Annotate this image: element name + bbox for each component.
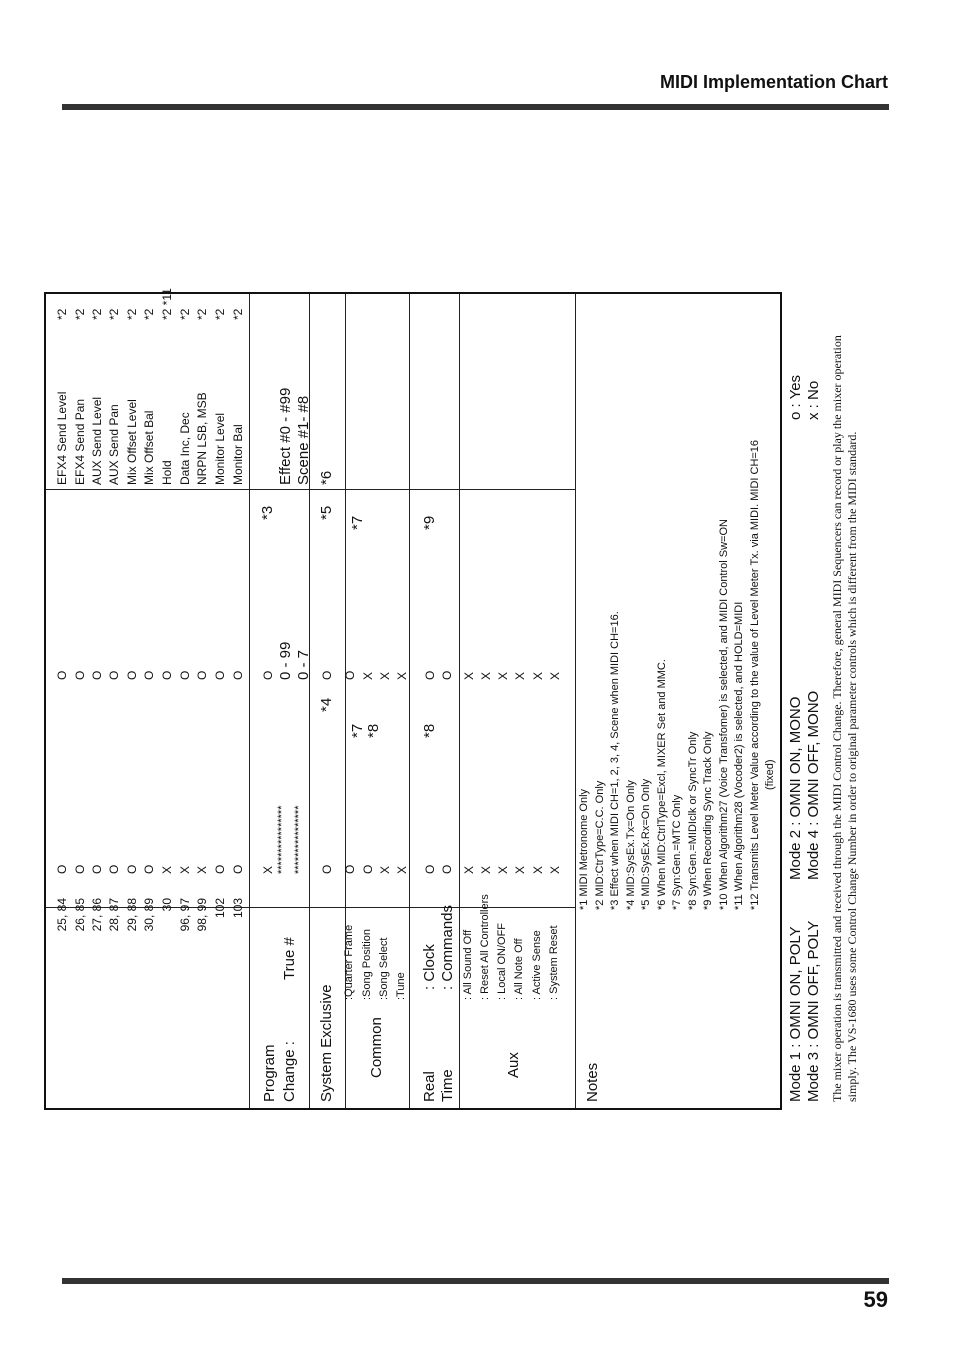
cc-number: 102 (213, 898, 227, 919)
pc-transmitted: **************** (276, 805, 288, 874)
program-change-true-label: True # (281, 937, 298, 980)
mode-2: Mode 2 : OMNI ON, MONO (787, 696, 804, 880)
cc-transmitted: O (107, 864, 121, 874)
cc-transmitted: O (213, 864, 227, 874)
cc-ref: *2 (107, 308, 121, 320)
pc-recognized: O (261, 670, 275, 680)
cc-remark: Data Inc, Dec (178, 412, 192, 485)
cc-recognized: O (160, 670, 174, 680)
cc-ref: *2 (55, 308, 69, 320)
note-item: *9 When Recording Sync Track Only (702, 731, 714, 910)
note-item: *8 Syn:Gen.=MIDIclk or SyncTr Only (686, 731, 699, 910)
aux-item: : All Note Off (513, 938, 525, 1000)
sysex-ref: *5 (318, 505, 335, 520)
cc-recognized: O (178, 670, 192, 680)
cc-recognized: O (73, 670, 87, 680)
midi-implementation-chart (44, 288, 859, 1110)
realtime-item: : Clock (421, 944, 438, 990)
common-recognized: X (395, 671, 409, 680)
aux-recognized: X (496, 671, 510, 680)
sysex-transmitted: O (320, 864, 334, 874)
cc-transmitted: X (195, 865, 209, 874)
cc-number: 96, 97 (178, 898, 192, 932)
page-number: 59 (863, 1287, 888, 1312)
cc-remark: EFX4 Send Pan (73, 398, 87, 485)
aux-recognized: X (531, 671, 545, 680)
cc-ref: *2 (125, 308, 139, 320)
aux-recognized: X (548, 671, 562, 680)
cc-recognized: O (142, 670, 156, 680)
common-transmitted: O (343, 864, 357, 874)
aux-recognized: X (513, 671, 527, 680)
aux-label: Aux (505, 1052, 522, 1078)
aux-item: : Local ON/OFF (496, 922, 508, 1000)
cc-remark: Hold (160, 460, 174, 485)
aux-transmitted: X (548, 865, 562, 874)
legend-no: x : No (805, 380, 822, 420)
footer-rule (62, 1278, 889, 1284)
common-transmitted: O (361, 864, 375, 874)
row-divider (409, 294, 410, 1108)
common-transmitted: X (395, 865, 409, 874)
cc-number: 98, 99 (195, 898, 209, 932)
pc-recognized: 0 - 99 (277, 641, 294, 680)
pc-remark: Effect #0 - #99 (277, 387, 294, 485)
aux-item: : Reset All Controllers (479, 894, 491, 1000)
pc-transmitted: X (261, 865, 275, 874)
cc-ref: *2 (213, 308, 227, 320)
aux-recognized: X (479, 671, 493, 680)
realtime-recognized: O (423, 670, 437, 680)
note-item: *5 MID:SysEx.Rx=On Only (640, 778, 652, 910)
sysex-label: System Exclusive (318, 984, 335, 1102)
cc-transmitted: X (160, 865, 174, 874)
cc-number: 103 (231, 898, 245, 919)
page-header-title: MIDI Implementation Chart (659, 72, 888, 92)
note-item: *10 When Algorithm27 (Voice Transfomer) is selected, and MIDI Control Sw=ON (717, 519, 730, 910)
cc-remark: Monitor Level (213, 412, 227, 485)
note-item: *1 MIDI Metronome Only (578, 788, 590, 910)
realtime-ref: *9 (421, 515, 438, 530)
common-item: :Tune (395, 972, 407, 1000)
note-item: *11 When Algorithm28 (Vocoder2) is selected, and HOLD=MIDI (733, 601, 745, 910)
realtime-item: : Commands (439, 904, 456, 990)
mode-4: Mode 4 : OMNI OFF, MONO (805, 690, 822, 880)
cc-number: 30 (160, 898, 174, 912)
footnote: The mixer operation is transmitted and received through the MIDI Control Change. Therefore, general MIDI Sequencers can record or play the mixer operation simply. The VS-1680 uses some Control Change Number in order to original parameter controls which is different from the MIDI standard. (830, 335, 859, 1102)
aux-transmitted: X (496, 865, 510, 874)
note-item: (fixed) (764, 759, 776, 790)
row-divider (249, 294, 250, 1108)
common-recognized: O (343, 670, 357, 680)
pc-transmitted: **************** (293, 805, 305, 874)
note-item: *3 Effect when MIDI CH=1, 2, 3, 4, Scene when MIDI CH=16. (609, 611, 621, 910)
common-ref: *7 (349, 723, 366, 738)
cc-transmitted: O (231, 864, 245, 874)
program-change-label: Change : (281, 1041, 298, 1102)
cc-ref: *2 *11 (160, 288, 174, 320)
cc-number: 28, 87 (107, 898, 121, 932)
cc-ref: *2 (73, 308, 87, 320)
cc-remark: Mix Offset Level (125, 399, 139, 485)
header-rule (62, 104, 889, 110)
sysex-recognized: O (320, 670, 334, 680)
cc-number: 26, 85 (73, 898, 87, 932)
cc-remark: AUX Send Level (90, 396, 104, 485)
legend-yes: o : Yes (787, 374, 804, 420)
realtime-label: Real (421, 1071, 438, 1102)
cc-transmitted: X (178, 865, 192, 874)
notes-label: Notes (584, 1062, 601, 1102)
cc-recognized: O (213, 670, 227, 680)
sysex-remark: *6 (318, 470, 335, 485)
cc-transmitted: O (55, 864, 69, 874)
program-change-label: Program (261, 1044, 278, 1102)
aux-transmitted: X (531, 865, 545, 874)
common-item: :Quarter Frame (343, 924, 355, 1000)
column-divider (46, 489, 575, 490)
pc-remark: Scene #1- #8 (295, 395, 312, 485)
cc-ref: *2 (231, 308, 245, 320)
cc-remark: Mix Offset Bal (142, 410, 156, 485)
note-item: *2 MID:CtrType=C.C. Only (593, 780, 606, 910)
cc-transmitted: O (73, 864, 87, 874)
cc-recognized: O (90, 670, 104, 680)
aux-transmitted: X (479, 865, 493, 874)
common-label: Common (368, 1017, 385, 1078)
common-transmitted: X (378, 865, 392, 874)
cc-transmitted: O (90, 864, 104, 874)
mode-3: Mode 3 : OMNI OFF, POLY (805, 920, 822, 1102)
common-ref: *7 (349, 515, 366, 530)
realtime-label: Time (439, 1069, 456, 1102)
cc-number: 30, 89 (142, 898, 156, 932)
cc-remark: Monitor Bal (231, 424, 245, 485)
cc-recognized: O (231, 670, 245, 680)
cc-number: 29, 88 (125, 898, 139, 932)
cc-recognized: O (195, 670, 209, 680)
cc-number: 27, 86 (90, 898, 104, 932)
pc-recognized: 0 - 7 (295, 649, 312, 680)
pc-ref: *3 (259, 505, 276, 520)
row-divider (459, 294, 460, 1108)
cc-ref: *2 (142, 308, 156, 320)
realtime-recognized: O (440, 670, 454, 680)
note-item: *7 Syn:Gen.=MTC Only (671, 794, 683, 910)
common-recognized: X (378, 671, 392, 680)
cc-remark: EFX4 Send Level (55, 391, 69, 485)
aux-item: : All Sound Off (462, 929, 474, 1000)
realtime-ref: *8 (421, 723, 438, 738)
common-ref: *8 (365, 723, 382, 738)
cc-ref: *2 (90, 308, 104, 320)
aux-transmitted: X (513, 865, 527, 874)
cc-transmitted: O (125, 864, 139, 874)
aux-transmitted: X (462, 865, 476, 874)
cc-recognized: O (125, 670, 139, 680)
cc-ref: *2 (195, 308, 209, 320)
cc-number: 25, 84 (55, 898, 69, 932)
cc-ref: *2 (178, 308, 192, 320)
common-item: :Song Select (378, 937, 390, 1000)
common-recognized: X (361, 671, 375, 680)
cc-recognized: O (55, 670, 69, 680)
cc-transmitted: O (142, 864, 156, 874)
mode-1: Mode 1 : OMNI ON, POLY (787, 926, 804, 1102)
aux-item: : Active Sense (531, 930, 543, 1000)
note-item: *4 MID:SysEx.Tx=On Only (624, 780, 637, 910)
cc-recognized: O (107, 670, 121, 680)
row-divider (575, 294, 576, 1108)
sysex-ref: *4 (318, 697, 335, 712)
realtime-transmitted: O (440, 864, 454, 874)
realtime-transmitted: O (423, 864, 437, 874)
aux-recognized: X (462, 671, 476, 680)
cc-remark: AUX Send Pan (107, 404, 121, 485)
note-item: *12 Transmits Level Meter Value according to the value of Level Meter Tx. via MIDI. MIDI CH=16 (748, 439, 761, 910)
cc-remark: NRPN LSB, MSB (195, 392, 209, 485)
aux-item: : System Reset (548, 925, 560, 1000)
common-item: :Song Position (361, 929, 373, 1000)
note-item: *6 When MID:CtrlType=Excl, MIXER Set and MMC. (655, 659, 668, 910)
